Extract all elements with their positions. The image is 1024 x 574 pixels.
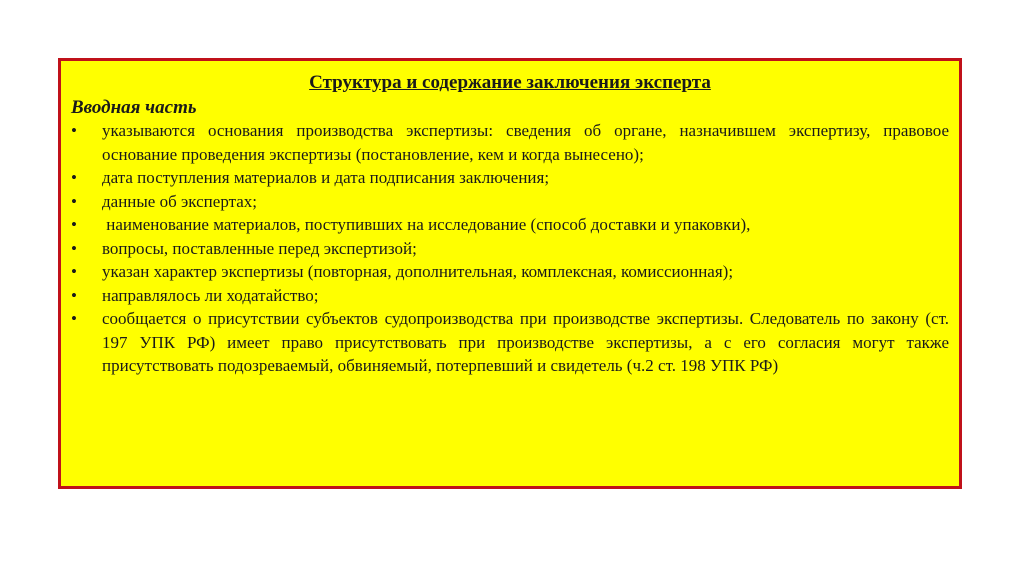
bullet-icon: • [71, 238, 77, 258]
list-item-text: направлялось ли ходатайство; [102, 285, 319, 305]
bullet-icon: • [71, 285, 77, 305]
list-item-text: вопросы, поставленные перед экспертизой; [102, 238, 417, 258]
bullet-icon: • [71, 168, 77, 187]
list-item [71, 307, 949, 378]
list-item-text: указываются основания производства экспертизы: сведения об органе, назначившем экспертизу, правовое основание проведения экспертизы (постановление, кем и когда вынесено); [102, 121, 949, 164]
bullet-icon: • [71, 309, 77, 328]
list-item-text: наименование материалов, поступивших на исследование (способ доставки и упаковки), [102, 215, 751, 234]
list-item [71, 284, 949, 308]
list-item-text: сообщается о присутствии субъектов судопроизводства при производстве экспертизы. Следователь по закону (ст. 197 УПК РФ) имеет право присутствовать при производстве экспертизы, а с его согласия могут также присутствовать подозреваемый, обвиняемый, потерпевший и свидетель (ч.2 ст. 198 УПК РФ) [102, 309, 949, 375]
content-panel [58, 58, 962, 489]
bullet-icon: • [71, 215, 77, 234]
list-item-text: дата поступления материалов и дата подписания заключения; [102, 168, 550, 187]
list-item [71, 237, 949, 261]
list-item [71, 260, 949, 284]
list-item [71, 166, 949, 190]
list-item [71, 190, 949, 214]
list-item [71, 213, 949, 237]
bullet-icon: • [71, 191, 77, 211]
section-subtitle: Вводная часть [71, 97, 197, 118]
slide-title: Структура и содержание заключения эксперта [309, 72, 711, 93]
list-item [71, 119, 949, 166]
bullet-list [71, 119, 949, 378]
bullet-icon: • [71, 262, 77, 281]
list-item-text: данные об экспертах; [102, 191, 258, 211]
bullet-icon: • [71, 121, 77, 140]
list-item-text: указан характер экспертизы (повторная, дополнительная, комплексная, комиссионная); [102, 262, 734, 281]
